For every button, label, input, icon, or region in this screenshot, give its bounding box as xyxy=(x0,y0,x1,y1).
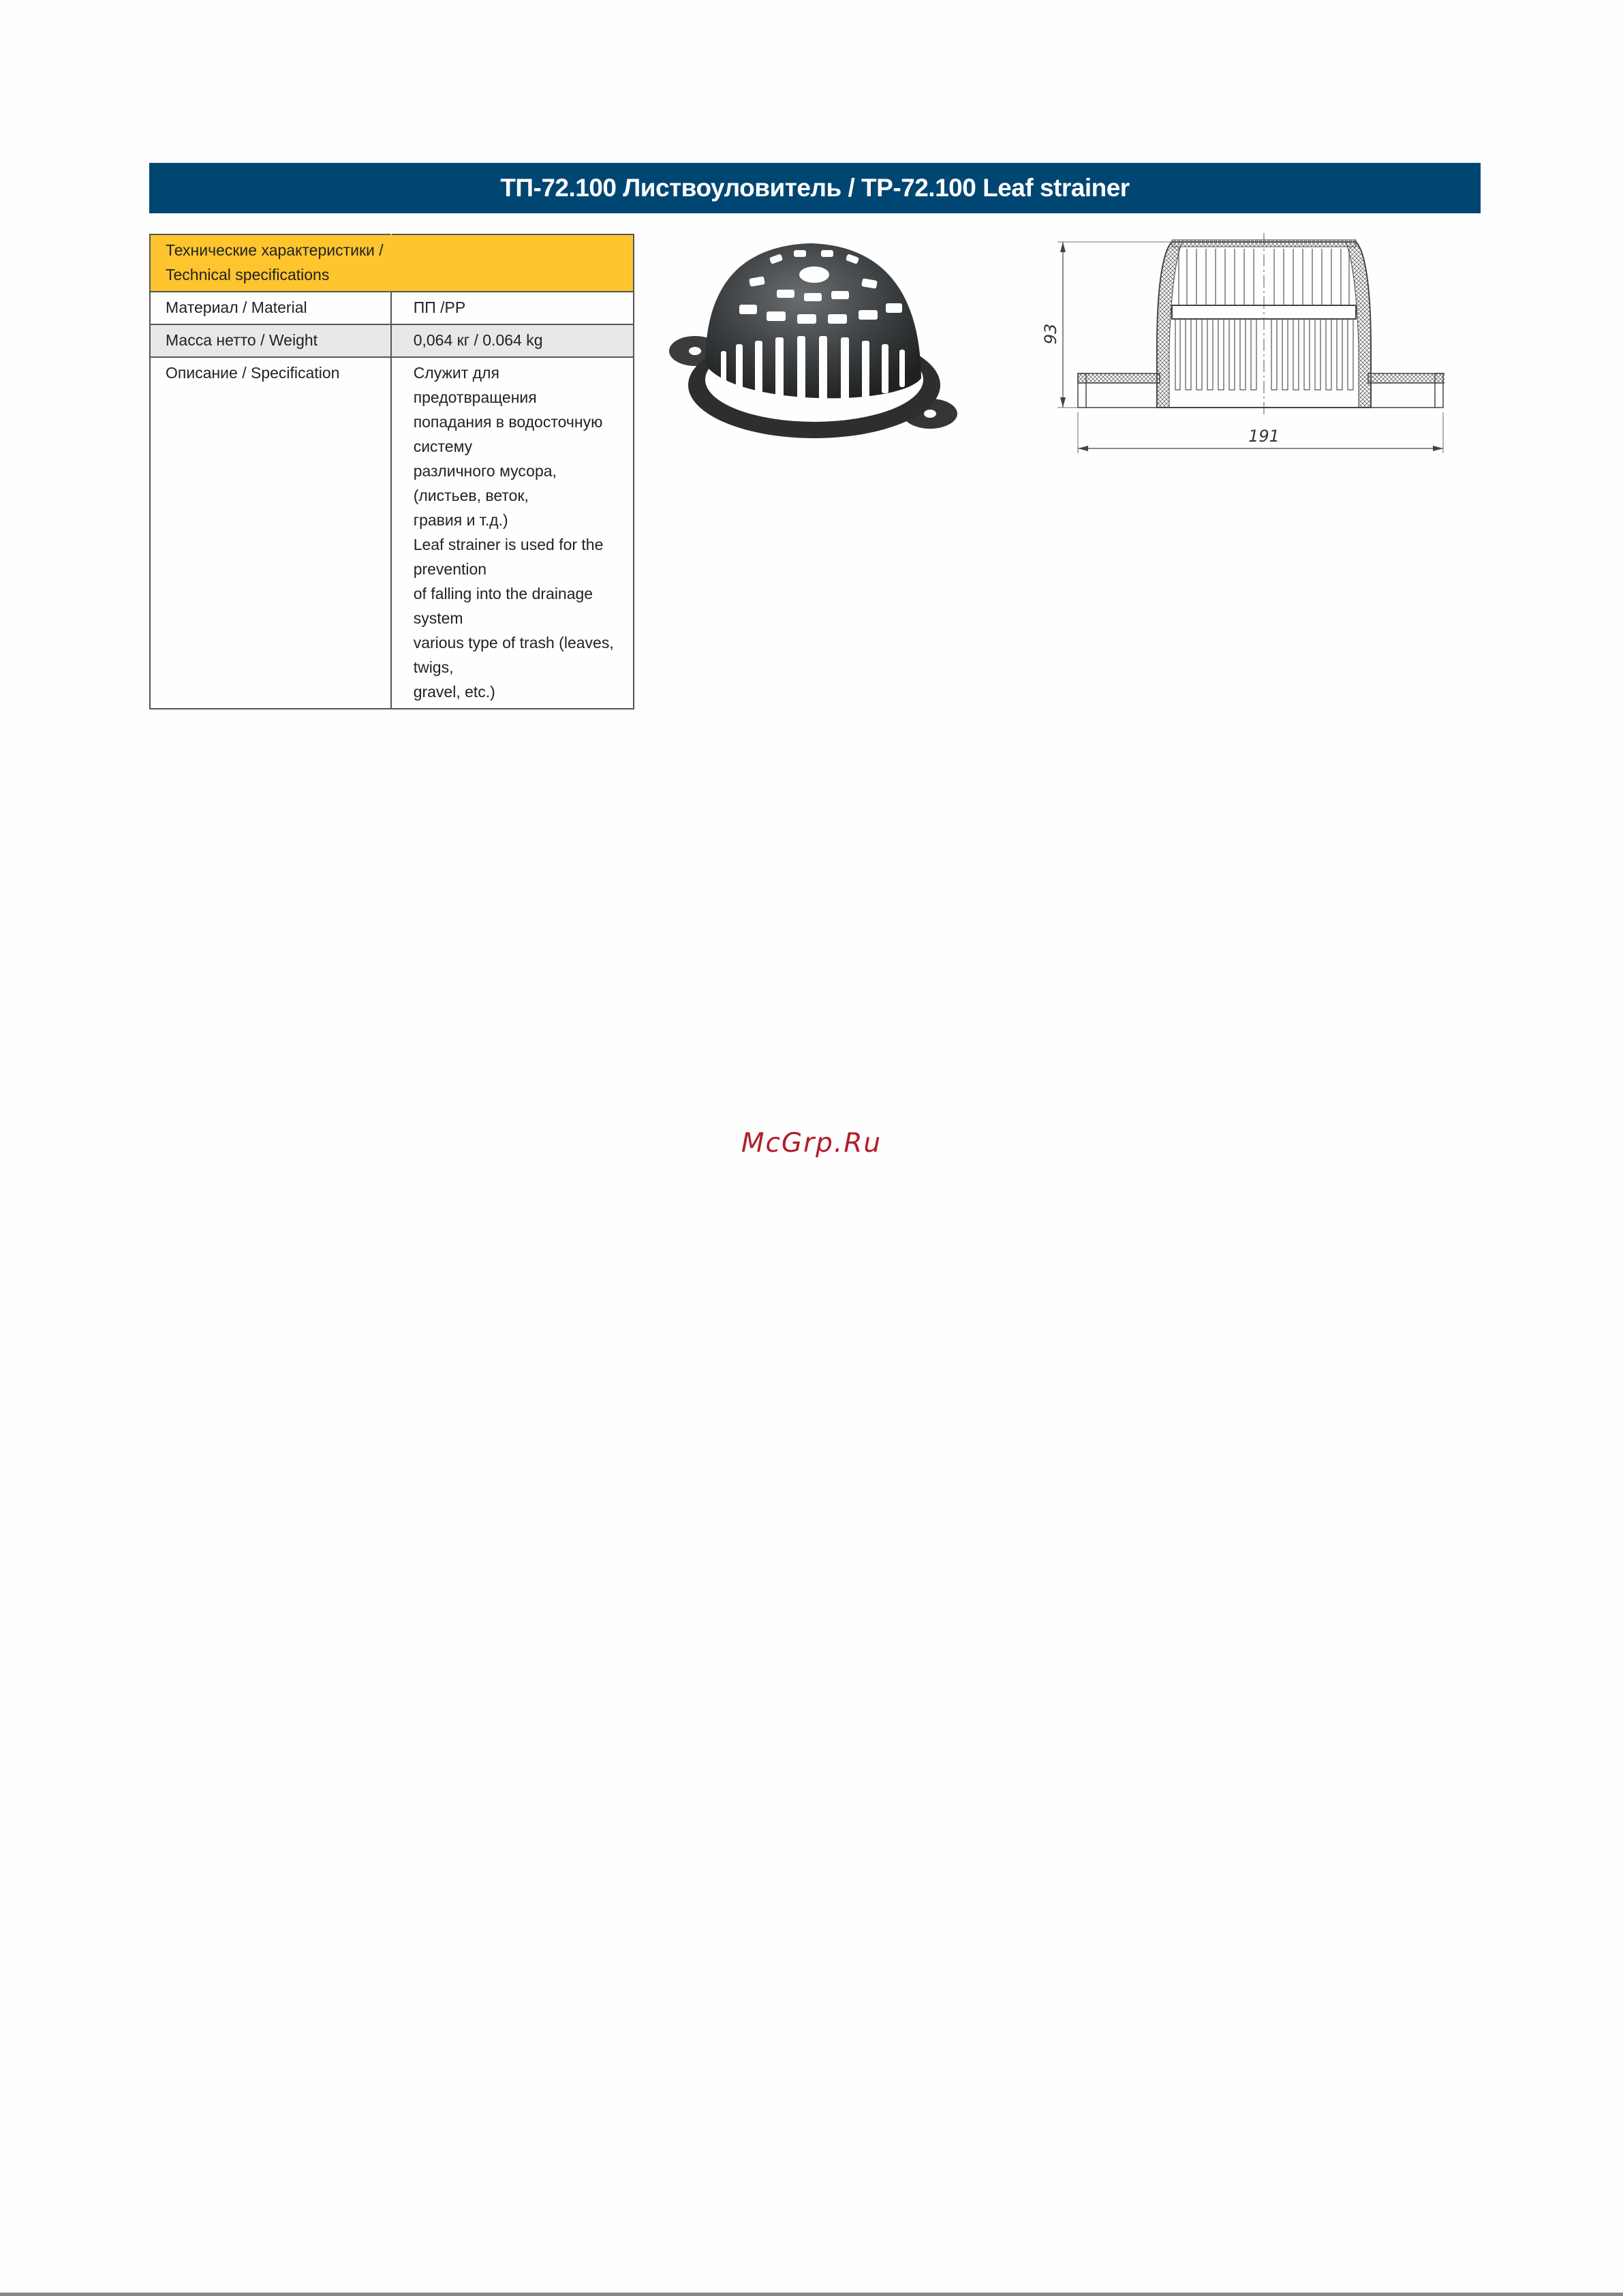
value-line: попадания в водосточную систему xyxy=(413,413,603,455)
row-value xyxy=(391,292,634,324)
spec-table-heading-empty xyxy=(391,234,634,292)
row-label: Описание / Specification xyxy=(150,357,391,709)
height-dimension: 93 xyxy=(1041,323,1060,345)
spec-table xyxy=(149,234,634,709)
value-line: Служит для предотвращения xyxy=(413,364,537,406)
watermark: McGrp.Ru xyxy=(741,1128,882,1159)
width-dimension: 191 xyxy=(1248,427,1280,446)
table-row xyxy=(150,357,634,709)
value-line: Leaf strainer is used for the prevention xyxy=(413,536,604,578)
spec-table-header-row xyxy=(150,234,634,292)
spec-table-heading xyxy=(150,234,391,292)
technical-drawing xyxy=(1036,232,1444,457)
heading-line: Технические характеристики / xyxy=(166,241,384,259)
bottom-divider xyxy=(0,2293,1623,2296)
row-label: Материал / Material xyxy=(150,292,391,324)
heading-line: Technical specifications xyxy=(166,266,330,284)
value-line: различного мусора, (листьев, веток, xyxy=(413,462,557,504)
page-title: ТП-72.100 Листвоуловитель / TP-72.100 Leaf strainer xyxy=(149,163,1481,213)
value-line: of falling into the drainage system xyxy=(413,585,593,627)
value-line: various type of trash (leaves, twigs, xyxy=(413,634,614,676)
table-row xyxy=(150,324,634,357)
value-line: 0,064 кг / 0.064 kg xyxy=(413,331,543,349)
table-row xyxy=(150,292,634,324)
row-label: Масса нетто / Weight xyxy=(150,324,391,357)
value-line: gravel, etc.) xyxy=(413,683,495,701)
product-photo xyxy=(668,228,961,460)
value-line: ПП /PP xyxy=(413,299,466,316)
value-line: гравия и т.д.) xyxy=(413,511,508,529)
row-value xyxy=(391,357,634,709)
row-value xyxy=(391,324,634,357)
